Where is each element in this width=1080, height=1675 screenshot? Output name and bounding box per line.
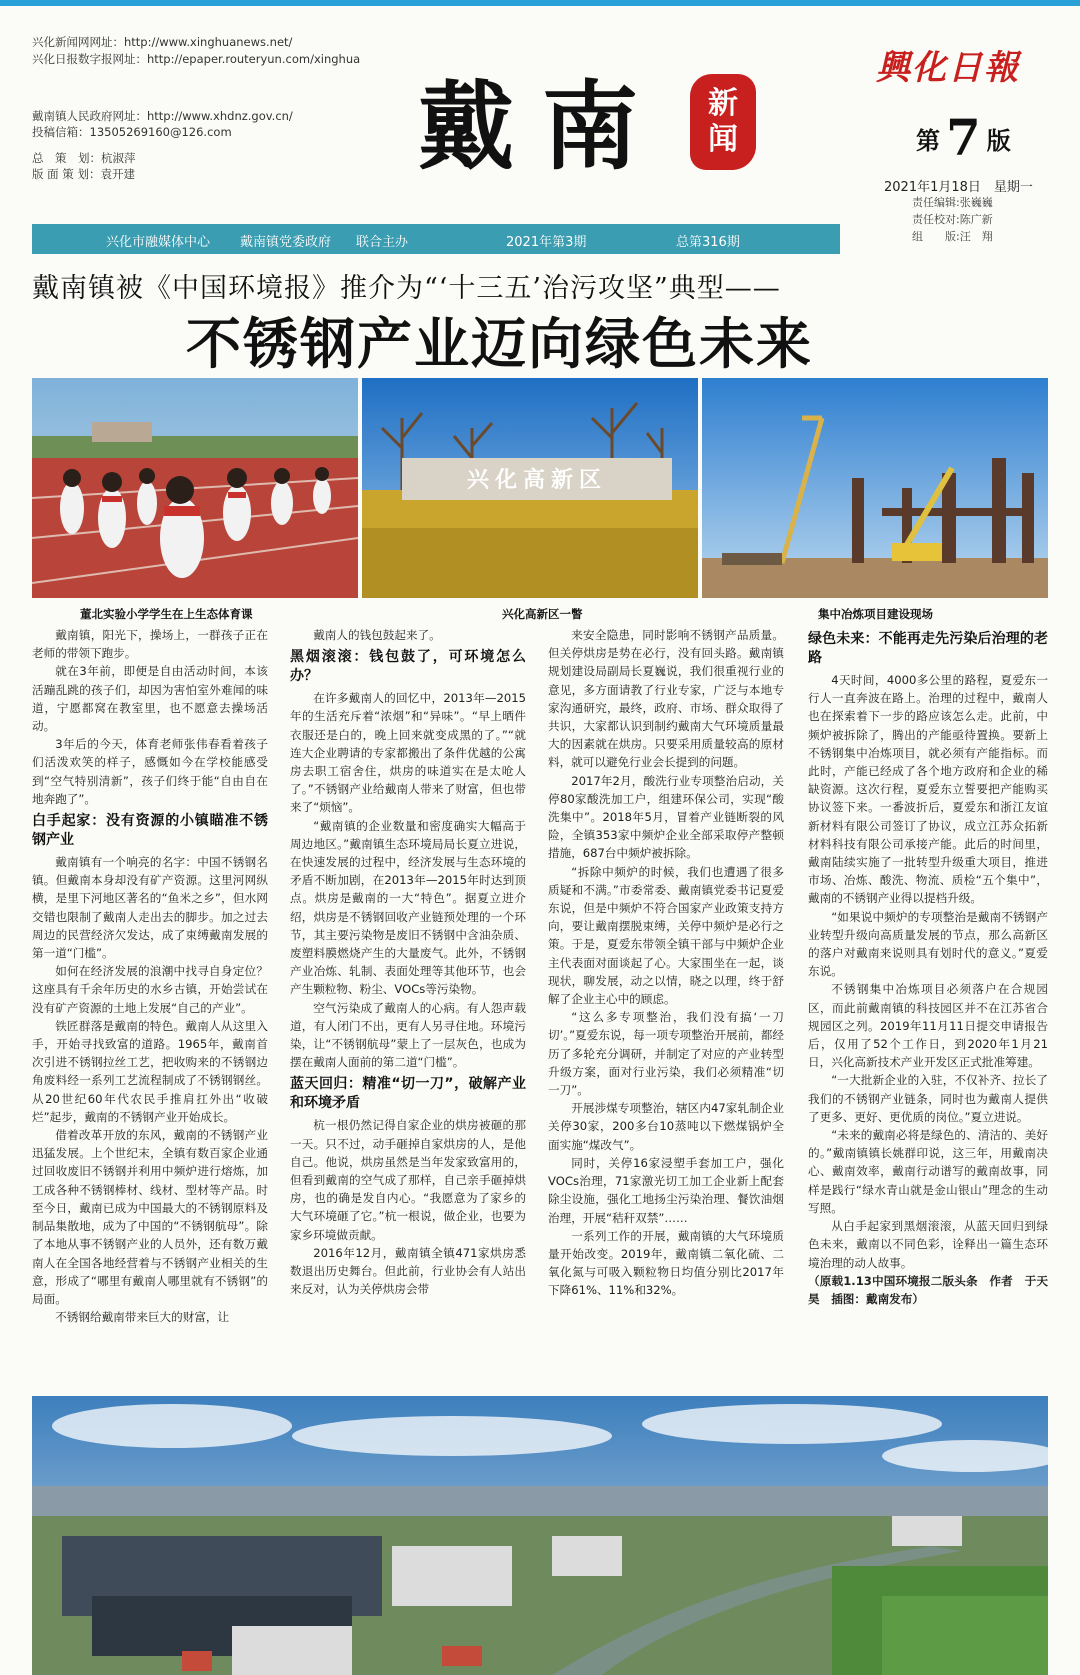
section-heading: 黑烟滚滚：钱包鼓了，可环境怎么办？ xyxy=(290,649,526,685)
construction-site-photo xyxy=(702,378,1048,598)
section-heading: 蓝天回归：精准“切一刀”，破解产业和环境矛盾 xyxy=(290,1076,526,1112)
organizer-2: 戴南镇党委政府 xyxy=(240,235,332,250)
paragraph: 戴南人的钱包鼓起来了。 xyxy=(313,628,441,642)
paragraph: 2016年12月，戴南镇全镇471家烘房悉数退出历史舞台。但此前，行业协会有人站出来反对，认为关停烘房会带 xyxy=(290,1245,526,1297)
epaper-url: 兴化日报数字报网址：http://epaper.routeryun.com/xinghua xyxy=(32,52,361,66)
submission-email: 投稿信箱：13505269160@126.com xyxy=(32,125,232,139)
organizer-bar xyxy=(32,224,840,254)
paragraph: 铁匠群落是戴南的特色。戴南人从这里入手，开始寻找致富的道路。1965年，戴南首次引进不锈钢拉丝工艺，把收购来的不锈钢边角废料经一系列工艺流程制成了不锈钢钢丝。从20世纪60年代农民手推肩扛外出“收破烂”起步，戴南的不锈钢产业开始成长。 xyxy=(32,1018,268,1124)
planners xyxy=(32,150,136,182)
hightech-zone-sign: 兴化高新区 xyxy=(466,468,608,493)
caption-hightech: 兴化高新区一瞥 xyxy=(502,607,583,621)
paragraph: “戴南镇的企业数量和密度确实大幅高于周边地区。”戴南镇生态环境局局长夏立进说，在快速发展的过程中，经济发展与生态环境的矛盾不断加剧，在2013年—2015年时达到顶点。烘房是戴南的一大“特色”。据夏立进介绍，烘房是不锈钢回收产业链预处理的一个环节，其主要污染物是废旧不锈钢中含油杂质、废塑料膜燃烧产生的大量废气。此外，不锈钢产业冶炼、轧制、表面处理等其他环节，也会产生颗粒物、粉尘、VOCs等污染物。 xyxy=(290,818,526,997)
paragraph: 2017年2月，酸洗行业专项整治启动，关停80家酸洗加工户，组建环保公司，实现“酸洗集中”。2018年5月，冒着产业链断裂的风险，全镇353家中频炉企业全部采取停产整顿措施，687台中频炉被拆除。 xyxy=(548,773,784,861)
paragraph: 借着改革开放的东风，戴南的不锈钢产业迅猛发展。上个世纪末，全镇有数百家企业通过回收废旧不锈钢并利用中频炉进行熔炼，加工成各种不锈钢棒材、线材、型材等产品。时至今日，戴南已成为中国最大的不锈钢原料及制品集散地，成为了中国的“不锈钢航母”。除了本地从事不锈钢产业的人员外，还有数万戴南人在全国各地经营着与不锈钢产业相关的生意，形成了“哪里有戴南人哪里就有不锈钢”的局面。 xyxy=(32,1128,268,1306)
proofreader: 责任校对:陈广新 xyxy=(912,213,993,226)
paragraph: “这么多专项整治，我们没有搞‘一刀切’。”夏爱东说，每一项专项整治开展前，都经历了多轮充分调研，并制定了对应的产业转型升级方案，面对行业污染，我们必须精准“切一刀”。 xyxy=(548,1010,784,1098)
paragraph: 3年后的今天，体育老师张伟春看着孩子们活泼欢笑的样子，感慨如今在学校能感受到“空气特别清新”，孩子们终于能“自由自在地奔跑了”。 xyxy=(32,737,268,806)
website-info xyxy=(32,34,360,68)
paragraph: 不锈钢集中冶炼项目必须落户在合规园区，而此前戴南镇的科技园区并不在江苏省合规园区之列。2019年11月11日提交申请报告后，仅用了52个工作日，到2020年1月21日，兴化高新技术产业开发区正式批准筹建。 xyxy=(808,982,1048,1070)
school-sports-photo xyxy=(32,378,358,598)
section-heading: 白手起家：没有资源的小镇瞄准不锈钢产业 xyxy=(32,813,268,849)
paragraph: 戴南镇有一个响亮的名字：中国不锈钢名镇。但戴南本身却没有矿产资源。这里河网纵横，是里下河地区著名的“鱼米之乡”，但水网交错也限制了戴南人走出去的脚步。加之过去周边的民营经济欠发达，成了束缚戴南发展的第一道“门槛”。 xyxy=(32,855,268,961)
caption-construction: 集中冶炼项目建设现场 xyxy=(818,607,933,621)
issue-date: 2021年1月18日 星期一 xyxy=(884,180,1033,195)
government-info xyxy=(32,108,293,140)
government-url: 戴南镇人民政府网址：http://www.xhdnz.gov.cn/ xyxy=(32,109,293,123)
section-heading: 绿色未来：不能再走先污染后治理的老路 xyxy=(808,631,1048,666)
paragraph: 空气污染成了戴南人的心病。有人怨声载道，有人闭门不出，更有人另寻住地。环境污染，让“不锈钢航母”蒙上了一层灰色，也成为摆在戴南人面前的第二道“门槛”。 xyxy=(290,1000,526,1070)
typesetter: 组 版:汪 翔 xyxy=(912,230,993,243)
paragraph: 就在3年前，即便是自由活动时间，本该活蹦乱跳的孩子们，却因为害怕室外难闻的味道，宁愿都窝在教室里，也不愿意去操场活动。 xyxy=(32,664,268,734)
organizer-1: 兴化市融媒体中心 xyxy=(106,235,211,250)
paragraph: “如果说中频炉的专项整治是戴南不锈钢产业转型升级向高质量发展的节点，那么高新区的落户对戴南来说则具有划时代的意义。”夏爱东说。 xyxy=(808,909,1048,979)
article-column-4 xyxy=(808,626,1048,1308)
paragraph: 如何在经济发展的浪潮中找寻自身定位？这座具有千余年历史的水乡古镇，开始尝试在没有矿产资源的土地上发展“自己的产业”。 xyxy=(32,964,268,1015)
seal-char-bottom: 闻 xyxy=(708,122,738,157)
organizer-3: 联合主办 xyxy=(356,235,409,250)
newspaper-logo: 興化日報 xyxy=(876,48,1020,88)
aerial-town-photo xyxy=(32,1396,1048,1675)
issue-number: 2021年第3期 xyxy=(506,235,587,250)
chief-planner: 总 策 划：杭淑萍 xyxy=(32,151,136,165)
masthead-title: 戴南 xyxy=(418,70,666,183)
seal-char-top: 新 xyxy=(708,86,738,121)
paragraph: 从白手起家到黑烟滚滚，从蓝天回归到绿色未来，戴南以不同色彩，诠释出一篇生态环境治理的动人故事。 xyxy=(808,1219,1048,1270)
paragraph: “一大批新企业的入驻，不仅补齐、拉长了我们的不锈钢产业链条，同时也为戴南人提供了更多、更好、更优质的岗位。”夏立进说。 xyxy=(808,1073,1048,1124)
article-column-3 xyxy=(548,626,784,1300)
paragraph: 不锈钢给戴南带来巨大的财富，让 xyxy=(55,1310,230,1325)
paragraph: 来安全隐患，同时影响不锈钢产品质量。但关停烘房是势在必行，没有回头路。戴南镇规划建设局副局长夏巍说，我们很重视行业的意见，多方面请教了行业专家，广泛与本地专家沟通研究，最终，政府、市场、群众取得了共识，大家都认识到制约戴南大气环境质量最大的因素就在烘房。只要采用质量较高的原材料，就可以避免行业会长提到的问题。 xyxy=(548,628,784,770)
editor-in-charge: 责任编辑:张巍巍 xyxy=(912,196,993,209)
paragraph: 同时，关停16家浸塑手套加工户，强化VOCs治理，71家激光切工加工企业新上配套除尘设施，强化工地扬尘污染治理、餐饮油烟治理，开展“秸秆双禁”…… xyxy=(548,1155,784,1225)
paragraph: 在许多戴南人的回忆中，2013年—2015年的生活充斥着“浓烟”和“异味”。“早上晒件衣服还是白的，晚上回来就变成黑的了。”“就连大企业聘请的专家都搬出了条件优越的公寓房去职工宿舍住，烘房的味道实在是太呛人了。”不锈钢产业给戴南人带来了财富，但也带来了“烦恼”。 xyxy=(290,691,526,815)
edition-label xyxy=(916,108,1011,167)
edition-suffix: 版 xyxy=(986,126,1011,155)
xinghua-news-url: 兴化新闻网网址：http://www.xinghuanews.net/ xyxy=(32,35,293,49)
editors-list xyxy=(912,194,993,245)
paragraph: “未来的戴南必将是绿色的、清洁的、美好的。”戴南镇镇长姚群印说，这三年，用戴南决心、戴南效率，戴南行动谱写的戴南故事，同样是践行“绿水青山就是金山银山”理念的生动写照。 xyxy=(808,1128,1048,1215)
paragraph: 开展涉煤专项整治，辖区内47家轧制企业关停30家，200多台10蒸吨以下燃煤锅炉全面实施“煤改气”。 xyxy=(548,1101,784,1152)
paragraph: 杭一根仍然记得自家企业的烘房被砸的那一天。只不过，动手砸掉自家烘房的人，是他自己。他说，烘房虽然是当年发家致富用的，但看到戴南的空气成了那样，自己亲手砸掉烘房，也的确是发自内心。“我愿意为了家乡的大气环境砸了它。”杭一根说，做企业，也要为家乡环境做贡献。 xyxy=(290,1118,526,1242)
layout-planner: 版 面 策 划：袁开建 xyxy=(32,167,135,181)
caption-school: 董北实验小学学生在上生态体育课 xyxy=(80,607,253,621)
article-subheadline: 戴南镇被《中国环境报》推介为“‘十三五’治污攻坚”典型—— xyxy=(32,273,781,304)
paragraph: 一系列工作的开展，戴南镇的大气环境质量开始改变。2019年，戴南镇二氧化硫、二氧化氮与可吸入颗粒物日均值分别比2017年下降61%、11%和32%。 xyxy=(548,1228,784,1298)
paragraph: 戴南镇，阳光下，操场上，一群孩子正在老师的带领下跑步。 xyxy=(32,628,268,661)
edition-prefix: 第 xyxy=(916,126,940,155)
article-column-2 xyxy=(290,626,526,1299)
paragraph: “拆除中频炉的时候，我们也遭遇了很多质疑和不满。”市委常委、戴南镇党委书记夏爱东说，但是中频炉不符合国家产业政策支持方向，要让戴南摆脱束缚，关停中频炉是必行之策。于是，夏爱东带领全镇干部与中频炉企业主代表面对面谈起了心。大家围坐在一起，谈现状，聊发展，动之以情，晓之以理，终于舒解了企业主心中的顾虑。 xyxy=(548,864,784,1007)
article-credit: （原载1.13中国环境报二版头条 作者 于天昊 插图：戴南发布） xyxy=(808,1273,1048,1306)
total-issue-number: 总第316期 xyxy=(676,235,740,250)
edition-number: 7 xyxy=(946,108,981,167)
news-seal xyxy=(690,74,756,170)
article-headline: 不锈钢产业迈向绿色未来 xyxy=(186,312,814,376)
article-column-1 xyxy=(32,626,268,1326)
hightech-zone-photo xyxy=(362,378,698,598)
top-color-bar xyxy=(0,0,1080,6)
paragraph: 4天时间，4000多公里的路程，夏爱东一行人一直奔波在路上。治理的过程中，戴南人也在探索着下一步的路应该怎么走。此前，中频炉被拆除了，腾出的产能亟待置换。要新上不锈钢集中冶炼项目，就必须有产能指标。而此时，产能已经成了各个地方政府和企业的稀缺资源。这次行程，夏爱东立誓要把产能购买协议签下来。一番波折后，夏爱东和浙江友谊新材料有限公司签订了协议，成立江苏众拓新材料科技有限公司承接产能。此后的时间里，戴南陆续实施了一批转型升级重大项目，推进市场、冶炼、酸洗、物流、质检“五个集中”，戴南的不锈钢产业得以提档升级。 xyxy=(808,673,1048,906)
